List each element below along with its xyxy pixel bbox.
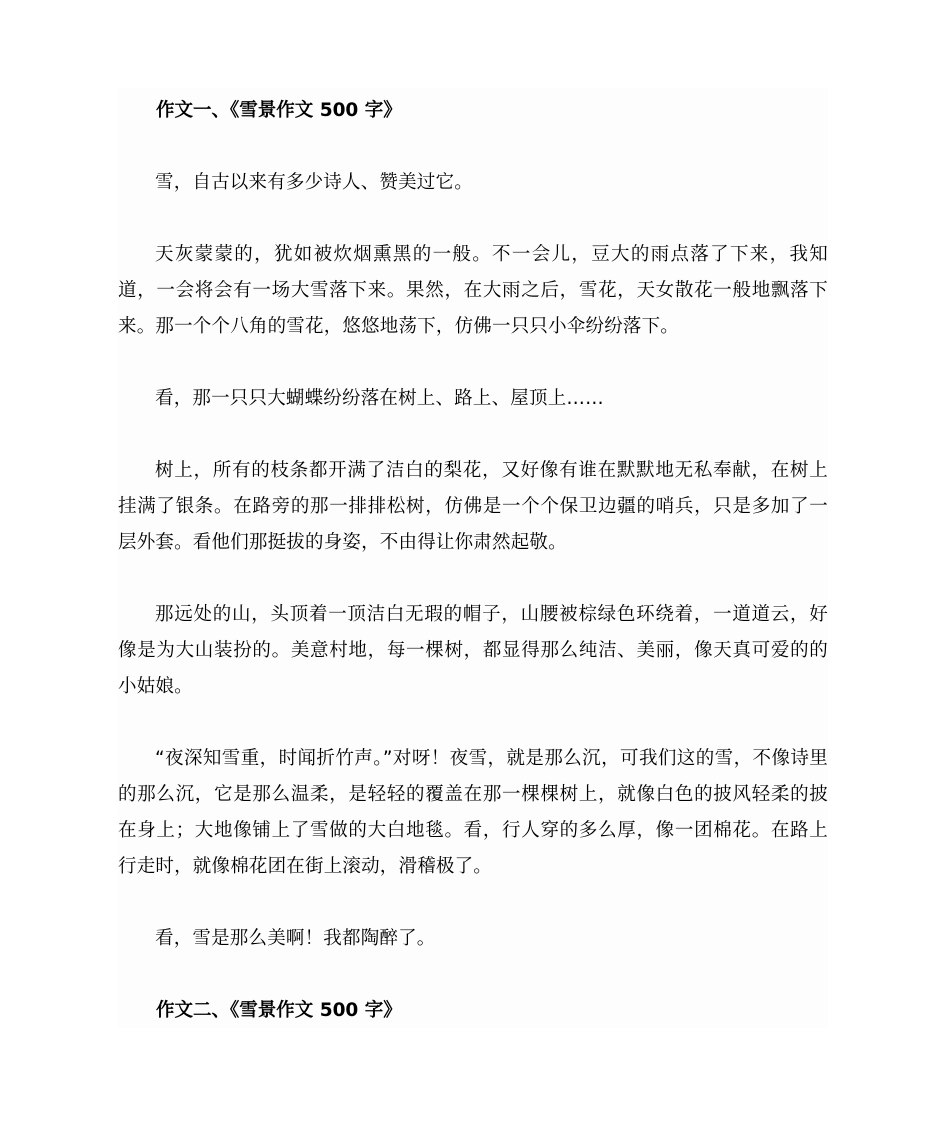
document-content — [118, 93, 828, 1029]
paragraph-1: 雪，自古以来有多少诗人、赞美过它。 — [155, 172, 473, 193]
paragraph-2: 天灰蒙蒙的，犹如被炊烟熏黑的一般。不一会儿，豆大的雨点落了下来，我知道，一会将会有一场大雪落下来。果然，在大雨之后，雪花，天女散花一般地飘落下来。那一个个八角的雪花，悠悠地荡下，仿佛一只只小伞纷纷落下。 — [118, 244, 828, 337]
essay-two-title: 作文二、《雪景作文 500 字》 — [156, 1000, 402, 1021]
paragraph-7: 看，雪是那么美啊！我都陶醉了。 — [155, 928, 436, 949]
paragraph-6: “夜深知雪重，时闻折竹声。”对呀！夜雪，就是那么沉，可我们这的雪，不像诗里的那么沉，它是那么温柔，是轻轻的覆盖在那一棵棵树上，就像白色的披风轻柔的披在身上；大地像铺上了雪做的大白地毯。看，行人穿的多么厚，像一团棉花。在路上行走时，就像棉花团在街上滚动，滑稽极了。 — [118, 748, 828, 877]
paragraph-4: 树上，所有的枝条都开满了洁白的梨花，又好像有谁在默默地无私奉献，在树上挂满了银条。在路旁的那一排排松树，仿佛是一个个保卫边疆的哨兵，只是多加了一层外套。看他们那挺拔的身姿，不由得让你肃然起敬。 — [118, 460, 828, 553]
essay-one-title: 作文一、《雪景作文 500 字》 — [156, 100, 402, 121]
paragraph-5: 那远处的山，头顶着一顶洁白无瑕的帽子，山腰被棕绿色环绕着，一道道云，好像是为大山装扮的。美意村地，每一棵树，都显得那么纯洁、美丽，像天真可爱的的小姑娘。 — [118, 604, 828, 697]
paragraph-3: 看，那一只只大蝴蝶纷纷落在树上、路上、屋顶上…… — [155, 388, 604, 409]
